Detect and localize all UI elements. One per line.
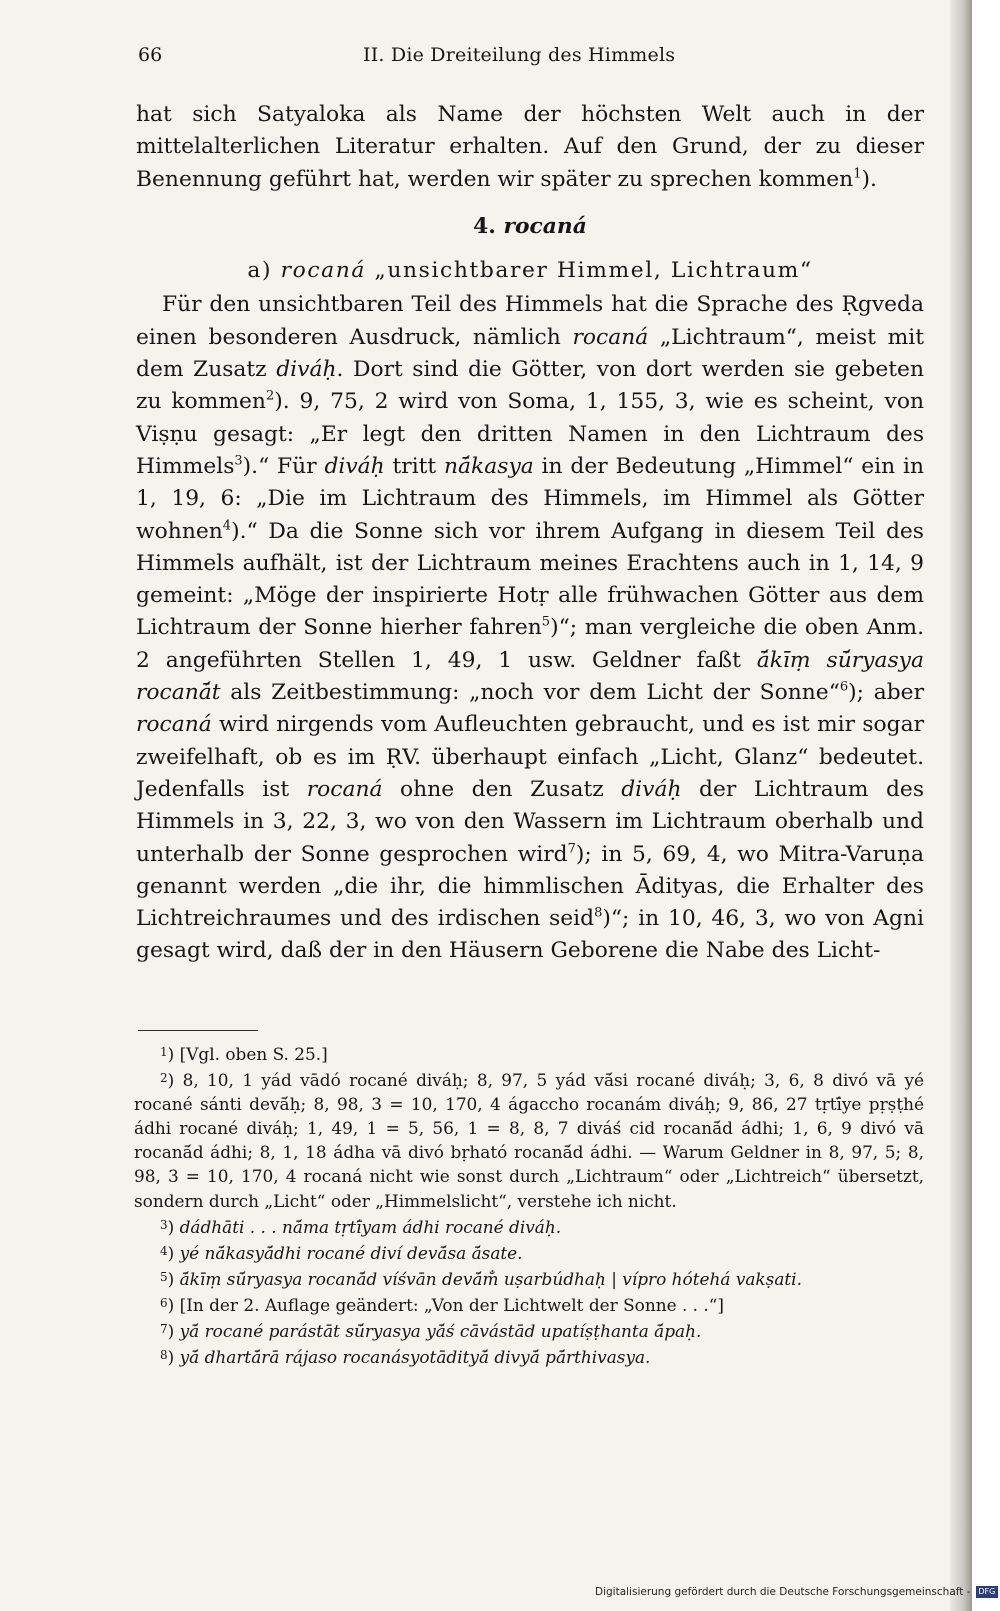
scan-margin	[972, 0, 1000, 1611]
dfg-logo-icon[interactable]: DFG	[976, 1586, 998, 1598]
body-paragraph: Für den unsichtbaren Teil des Himmels hat die Sprache des Ṛgveda einen besonderen Ausdruck, nämlich rocaná „Lichtraum“, meist mit dem Zusatz diváḥ. Dort sind die Götter, von dort werden sie gebeten zu kommen$^2$). 9, 75, 2 wird von Soma, 1, 155, 3, wie es scheint, von Viṣṇu gesagt: „Er legt den dritten Namen in den Lichtraum des Himmels$^3$).“ Für diváḥ tritt nā́kasya in der Bedeutung „Himmel“ ein in 1, 19, 6: „Die im Lichtraum des Himmels, im Himmel als Götter wohnen$^4$).“ Da die Sonne sich vor ihrem Aufgang in diesem Teil des Himmels aufhält, ist der Lichtraum meines Erachtens auch in 1, 14, 9 gemeint: „Möge der inspirierte Hotṛ alle frühwachen Götter aus dem Lichtraum der Sonne hierher fahren$^5$)“; man vergleiche die oben Anm. 2 angeführten Stellen 1, 49, 1 usw. Geldner faßt ā́kīṃ sū́ryasya rocanā́t als Zeitbestimmung: „noch vor dem Licht der Sonne“$^6$); aber rocaná wird nirgends vom Aufleuchten gebraucht, und es ist mir sogar zweifelhaft, ob es im ṚV. überhaupt einfach „Licht, Glanz“ bedeutet. Jedenfalls ist rocaná ohne den Zusatz diváḥ der Lichtraum des Himmels in 3, 22, 3, wo von den Wassern im Lichtraum oberhalb und unterhalb der Sonne gesprochen wird$^7$); in 5, 69, 4, wo Mitra-Varuṇa genannt werden „die ihr, die himmlischen Ādityas, die Erhalter des Lichtreichraumes und des irdischen seid$^8$)“; in 10, 46, 3, wo von Agni gesagt wird, daß der in den Häusern Geborene die Nabe des Licht-	[136, 292, 925, 964]
footnote-5: $^5$) ā́kīṃ sū́ryasya rocanā́d víśvān devā́m̐ uṣarbúdhaḥ | vípro hótehá vakṣati.	[160, 1268, 802, 1289]
intro-paragraph: hat sich Satyaloka als Name der höchsten Welt auch in der mittelalterlichen Literatur erhalten. Auf den Grund, der zu dieser Benennung geführt hat, werden wir später zu sprechen kommen$^1$).	[136, 102, 924, 192]
footnote-1: $^1$) [Vgl. oben S. 25.]	[160, 1044, 328, 1064]
section-heading: 4. rocaná	[473, 213, 587, 239]
footnote-ref-1[interactable]: 1	[853, 166, 862, 182]
main-text	[136, 99, 924, 968]
footnote-6: $^6$) [In der 2. Auflage geändert: „Von der Lichtwelt der Sonne . . .“]	[160, 1294, 725, 1315]
running-header	[138, 44, 928, 72]
section-heading-term: rocaná	[503, 213, 587, 239]
footnote-ref-7[interactable]: 7	[567, 841, 576, 857]
footnote-8: $^8$) yā́ dhartā́rā rájaso rocanásyotādityā́ divyā́ pā́rthivasya.	[160, 1347, 651, 1368]
footnote-ref-5[interactable]: 5	[541, 615, 551, 631]
running-title: II. Die Dreiteilung des Himmels	[363, 44, 676, 66]
page-gutter-shadow	[950, 0, 972, 1611]
footnote-ref-6[interactable]: 6	[839, 679, 849, 695]
footnote-ref-8[interactable]: 8	[594, 905, 603, 921]
footnote-3: $^3$) dádhāti . . . nā́ma tṛtī́yam ádhi rocané diváḥ.	[160, 1216, 562, 1237]
digitization-credit: Digitalisierung gefördert durch die Deutsche Forschungsgemeinschaft - DFG	[595, 1586, 998, 1598]
footnote-divider	[138, 1030, 258, 1031]
page-number: 66	[138, 44, 163, 66]
footnote-ref-2[interactable]: 2	[265, 389, 275, 405]
footnote-ref-4[interactable]: 4	[222, 518, 232, 534]
footnote-7: $^7$) yā́ rocané parástāt sū́ryasya yā́ś cāvástād upatíṣṭhanta ā́paḥ.	[160, 1321, 702, 1342]
section-subheading: a) rocaná „unsichtbarer Himmel, Lichtraum“	[247, 258, 813, 284]
footnote-4: $^4$) yé nā́kasyā́dhi rocané diví devā́sa ā́sate.	[160, 1242, 523, 1263]
footnote-2: $^2$) 8, 10, 1 yád vādó rocané diváḥ; 8, 97, 5 yád vā́si rocané diváḥ; 3, 6, 8 divó vā yé rocané sánti devā́ḥ; 8, 98, 3 = 10, 170, 4 ágaccho rocanám diváḥ; 9, 86, 27 tṛtī́ye pṛṣṭhé ádhi rocané diváḥ; 1, 49, 1 = 5, 56, 1 = 8, 8, 7 diváś cid rocanā́d ádhi; 1, 6, 9 divó vā rocanā́d ádhi; 8, 1, 18 ádha vā divó bṛható rocanā́d ádhi. — Warum Geldner in 8, 97, 5; 8, 98, 3 = 10, 170, 4 rocaná nicht wie sonst durch „Lichtraum“ oder „Lichtreich“ übersetzt, sondern durch „Licht“ oder „Himmelslicht“, verstehe ich nicht.	[134, 1070, 924, 1211]
footnotes	[134, 1040, 924, 1369]
footnote-ref-3[interactable]: 3	[234, 453, 243, 469]
